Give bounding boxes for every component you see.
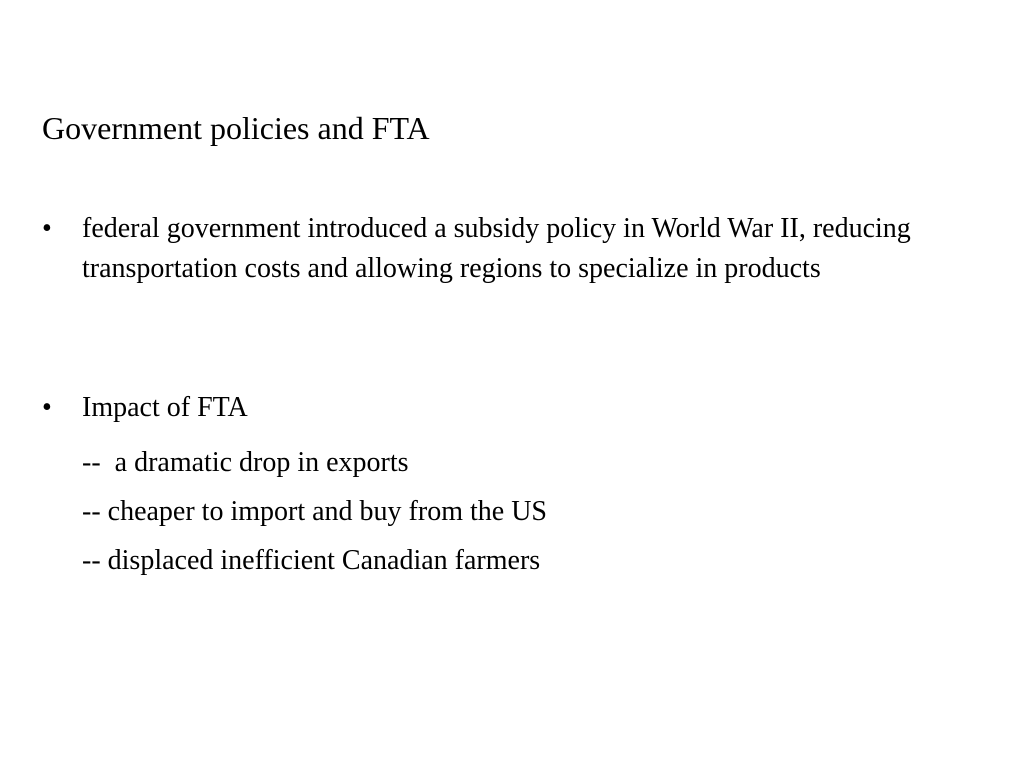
sub-item-displaced-farmers: -- displaced inefficient Canadian farmers [82, 545, 541, 576]
bullet-marker: • [42, 213, 52, 244]
bullet-text: federal government introduced a subsidy policy in World War II, reducing transportation costs and allowing regions to specialize in products [82, 213, 911, 284]
sub-item-cheaper-import: -- cheaper to import and buy from the US [82, 496, 547, 527]
impact-sub-list [82, 438, 982, 585]
bullet-marker: • [42, 392, 52, 423]
bullet-impact-of-fta [42, 388, 1002, 428]
slide-title: Government policies and FTA [42, 110, 430, 146]
sub-item-exports-drop: -- a dramatic drop in exports [82, 447, 409, 478]
bullet-text: Impact of FTA [82, 392, 248, 423]
bullet-subsidy-policy [42, 209, 1002, 289]
